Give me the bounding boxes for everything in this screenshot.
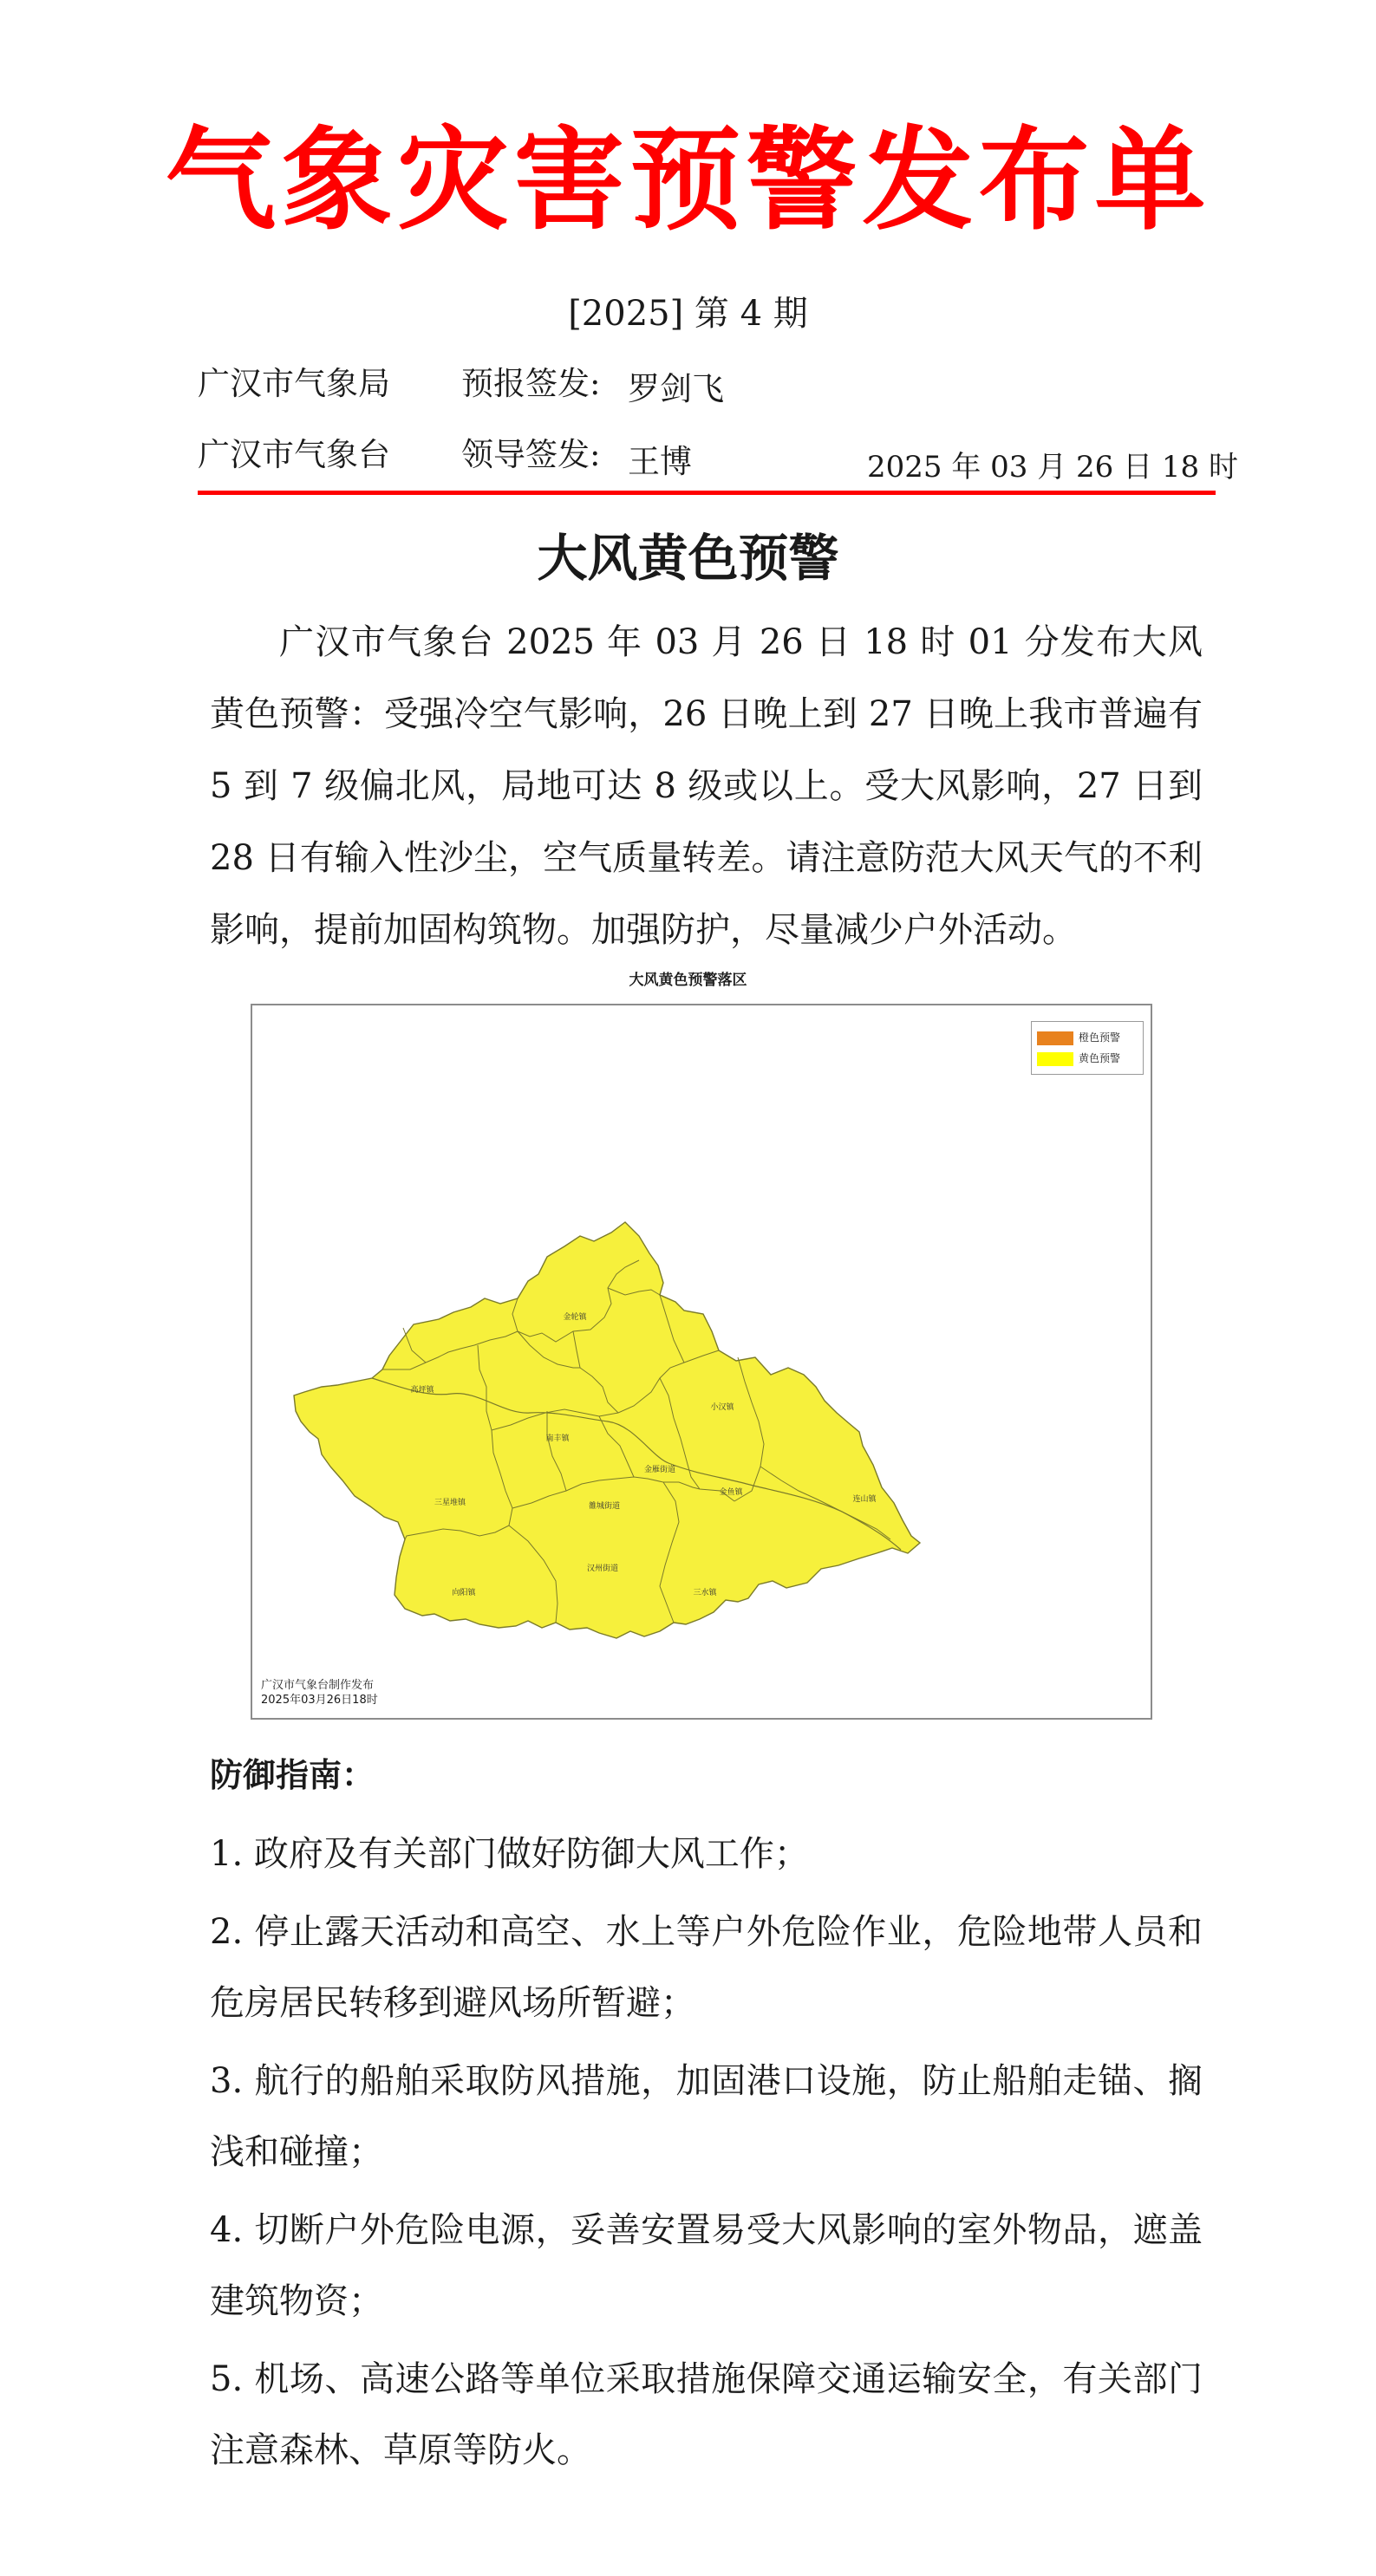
forecast-sign-label: 预报签发: [461, 365, 601, 402]
leader-sign-label: 领导签发: [461, 436, 601, 473]
town-label: 汉州街道 [586, 1564, 619, 1573]
town-label: 金雁街道 [643, 1466, 676, 1474]
guidance-item: 4. 切断户外危险电源，妥善安置易受大风影响的室外物品，遮盖建筑物资； [210, 2210, 1203, 2321]
town-label: 向阳镇 [452, 1589, 476, 1597]
legend-label: 黄色预警 [1079, 1052, 1121, 1064]
legend-item-yellow [1037, 1050, 1120, 1067]
issue-time: 2025 年 03 月 26 日 18 时 [867, 450, 1238, 485]
county-region [294, 1222, 920, 1638]
guidance-item: 3. 航行的船舶采取防风措施，加固港口设施，防止船舶走锚、搁浅和碰撞； [210, 2061, 1203, 2172]
issuer-station: 广汉市气象台 [198, 436, 390, 473]
town-label: 金轮镇 [563, 1313, 587, 1322]
guidance-item: 2. 停止露天活动和高空、水上等户外危险作业，危险地带人员和危房居民转移到避风场所暂避； [210, 1912, 1203, 2023]
issue-number: [2025] 第 4 期 [568, 294, 808, 334]
map-legend [1031, 1021, 1144, 1075]
map-title: 大风黄色预警落区 [629, 972, 747, 989]
legend-swatch-yellow [1037, 1052, 1073, 1066]
town-label: 连山镇 [852, 1495, 877, 1504]
town-label: 小汉镇 [710, 1403, 734, 1412]
header-divider [198, 491, 1216, 495]
town-label: 南丰镇 [545, 1434, 570, 1443]
bulletin-title: 气象灾害预警发布单 [165, 115, 1211, 245]
issuer-bureau: 广汉市气象局 [198, 365, 390, 402]
town-label: 金鱼镇 [719, 1488, 743, 1497]
warning-map-graphic [252, 1005, 1151, 1718]
legend-item-orange [1037, 1029, 1120, 1046]
map-credit [261, 1678, 378, 1708]
town-label: 高坪镇 [410, 1386, 434, 1395]
town-label: 三星堆镇 [434, 1499, 466, 1507]
guidance-item: 1. 政府及有关部门做好防御大风工作； [210, 1834, 809, 1874]
town-label: 雒城街道 [588, 1502, 621, 1511]
leader-signer: 王博 [628, 443, 692, 480]
legend-label: 橙色预警 [1079, 1031, 1121, 1044]
legend-swatch-orange [1037, 1031, 1073, 1045]
guidance-list [210, 1818, 1203, 2493]
town-label: 三水镇 [693, 1589, 717, 1597]
guidance-heading: 防御指南： [210, 1756, 375, 1794]
map-credit-time: 2025年03月26日18时 [261, 1694, 378, 1707]
guidance-item: 5. 机场、高速公路等单位采取措施保障交通运输安全，有关部门注意森林、草原等防火。 [210, 2359, 1203, 2470]
map-credit-publisher: 广汉市气象台制作发布 [261, 1679, 375, 1692]
warning-map [251, 1004, 1152, 1720]
warning-title: 大风黄色预警 [537, 529, 839, 588]
warning-text: 广汉市气象台 2025 年 03 月 26 日 18 时 01 分发布大风黄色预警：受强冷空气影响，26 日晚上到 27 日晚上我市普遍有 5 到 7 级偏北风，局地可达 8 级或以上。受大风影响，27 日到 28 日有输入性沙尘，空气质量转差。请注意防范大风天气的不利影响，提前加固构筑物。加强防护，尽量减少户外活动。 [210, 622, 1203, 950]
forecast-signer: 罗剑飞 [628, 370, 724, 407]
